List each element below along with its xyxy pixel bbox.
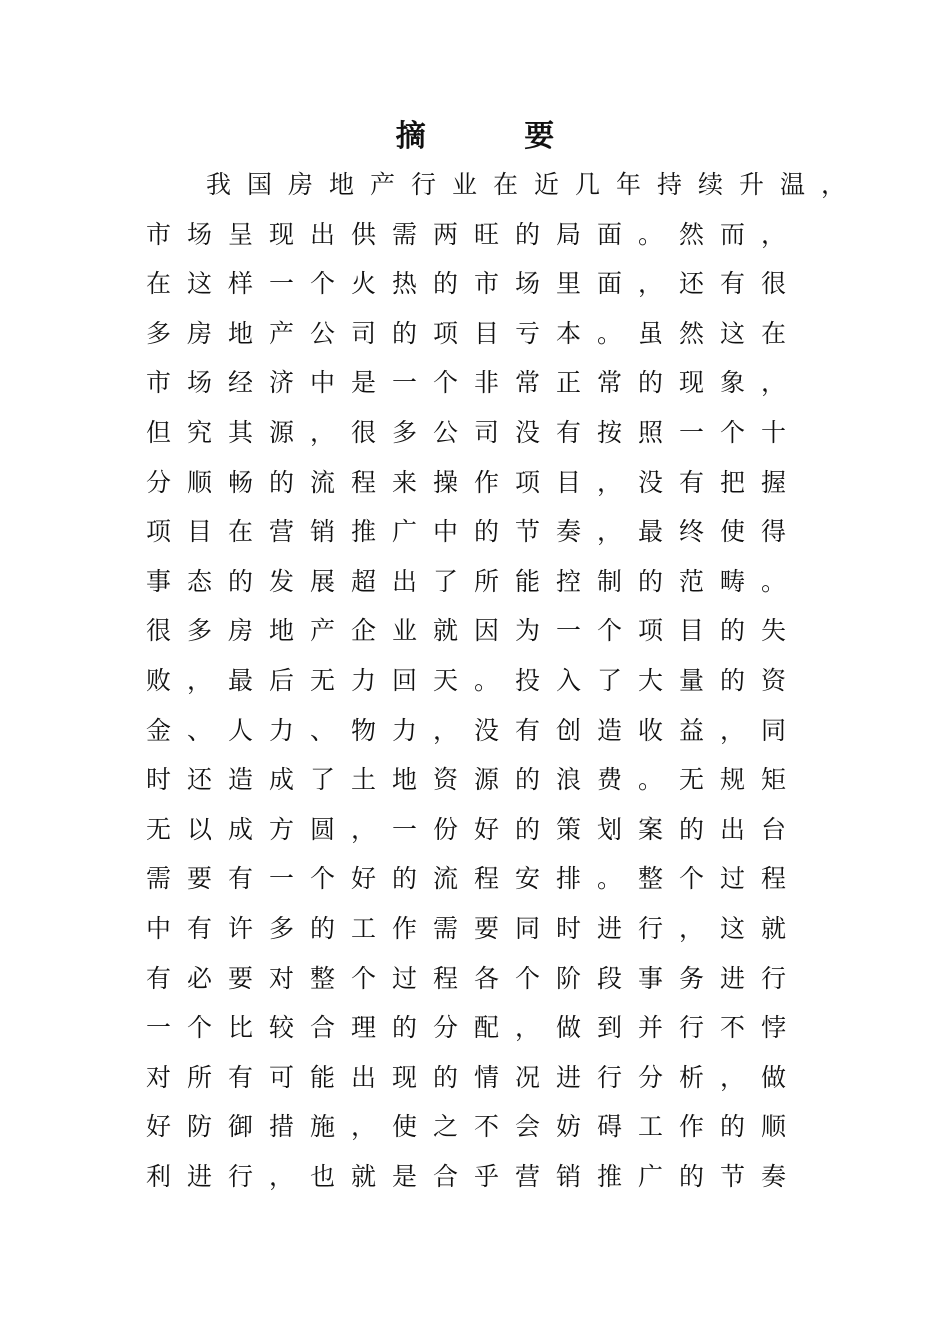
page-title: 摘 要 [395,119,599,154]
text-line: 对所有可能出现的情况进行分析，做 [146,1062,803,1092]
text-line: 但究其源，很多公司没有按照一个十 [146,417,803,447]
text-line: 金、人力、物力，没有创造收益，同 [146,715,803,745]
text-line: 无以成方圆，一份好的策划案的出台 [146,814,803,844]
text-line: 中有许多的工作需要同时进行，这就 [146,913,803,943]
text-line: 利进行，也就是合乎营销推广的节奏 [146,1161,803,1191]
text-line: 我国房地产行业在近几年持续升温， [206,170,863,199]
text-line: 有必要对整个过程各个阶段事务进行 [146,963,803,993]
text-line: 事态的发展超出了所能控制的范畴。 [146,566,803,596]
text-line: 败，最后无力回天。投入了大量的资 [146,665,803,695]
abstract-body [146,160,863,1201]
text-line: 分顺畅的流程来操作项目，没有把握 [146,467,803,497]
text-line: 很多房地产企业就因为一个项目的失 [146,616,803,646]
text-line: 市场经济中是一个非常正常的现象， [146,368,803,398]
text-line: 需要有一个好的流程安排。整个过程 [146,864,803,894]
text-line: 多房地产公司的项目亏本。虽然这在 [146,318,803,348]
text-line: 好防御措施，使之不会妨碍工作的顺 [146,1112,803,1142]
text-line: 一个比较合理的分配，做到并行不悖 [146,1013,803,1043]
text-line: 项目在营销推广中的节奏，最终使得 [146,517,803,547]
text-line: 时还造成了土地资源的浪费。无规矩 [146,765,803,795]
text-line: 在这样一个火热的市场里面，还有很 [146,269,803,299]
text-line: 市场呈现出供需两旺的局面。然而， [146,219,803,249]
